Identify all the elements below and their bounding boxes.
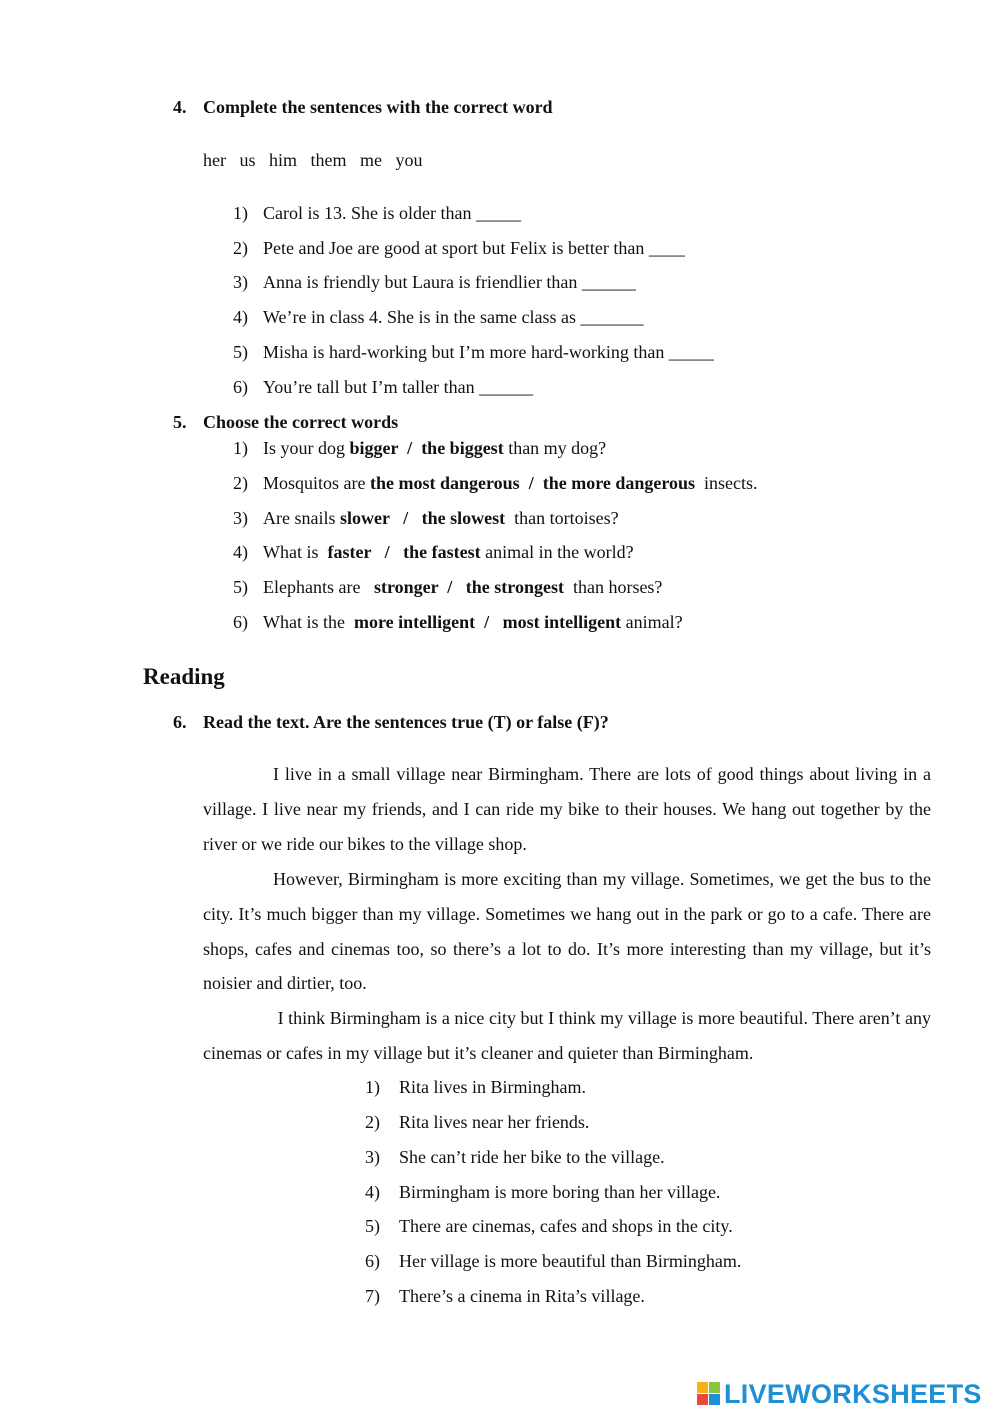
item-text: Is your dog [263, 438, 350, 458]
item-number: 4) [233, 542, 248, 562]
exercise-4-heading [173, 96, 553, 118]
reading-paragraph-2: However, Birmingham is more exciting than my village. Sometimes, we get the bus to the city. It’s much bigger than my village. Sometimes we hang out in the park or go to a cafe. There are shops, cafes and cinemas too, so there’s a lot to do. It’s more interesting than my village, but it’s noisier and dirtier, too. [203, 869, 931, 994]
option-a[interactable]: faster [327, 542, 372, 562]
list-item [365, 1285, 645, 1307]
item-number: 6) [233, 377, 248, 397]
item-text: Rita lives in Birmingham. [399, 1077, 586, 1097]
option-a[interactable]: bigger [349, 438, 399, 458]
list-item [365, 1111, 589, 1133]
exercise-6-heading [173, 711, 609, 733]
option-separator: / [389, 508, 422, 528]
item-number: 4) [233, 307, 248, 327]
list-item [365, 1146, 665, 1168]
option-b[interactable]: most intelligent [502, 612, 622, 632]
exercise-4-title: Complete the sentences with the correct word [203, 97, 553, 117]
list-item [233, 576, 662, 598]
option-a[interactable]: slower [339, 508, 390, 528]
list-item [233, 376, 533, 398]
option-separator: / [398, 438, 422, 458]
list-item [233, 611, 683, 633]
list-item [233, 472, 758, 494]
item-text: We’re in class 4. She is in the same class as _______ [263, 307, 644, 327]
option-separator: / [371, 542, 404, 562]
item-text: animal? [621, 612, 683, 632]
item-text: You’re tall but I’m taller than ______ [263, 377, 534, 397]
exercise-6-number: 6. [173, 712, 187, 732]
item-number: 6) [365, 1251, 380, 1271]
item-text: than tortoises? [505, 508, 619, 528]
item-text: Are snails [263, 508, 340, 528]
list-item [365, 1076, 586, 1098]
item-number: 1) [233, 438, 248, 458]
item-number: 5) [233, 342, 248, 362]
logo-text: LIVEWORKSHEETS [724, 1378, 982, 1409]
item-number: 7) [365, 1286, 380, 1306]
item-number: 2) [233, 238, 248, 258]
list-item [233, 507, 619, 529]
item-number: 6) [233, 612, 248, 632]
item-number: 3) [233, 272, 248, 292]
option-a[interactable]: the most dangerous [370, 473, 520, 493]
item-text: insects. [695, 473, 758, 493]
item-text: She can’t ride her bike to the village. [399, 1147, 665, 1167]
exercise-5-title: Choose the correct words [203, 412, 399, 432]
item-number: 1) [233, 203, 248, 223]
word-bank: her us him them me you [203, 150, 423, 170]
option-a[interactable]: more intelligent [353, 612, 476, 632]
item-text: than my dog? [503, 438, 607, 458]
option-b[interactable]: the strongest [465, 577, 564, 597]
item-text: Elephants are [263, 577, 374, 597]
list-item [233, 341, 714, 363]
option-b[interactable]: the more dangerous [542, 473, 696, 493]
exercise-5-number: 5. [173, 412, 187, 432]
list-item [365, 1250, 741, 1272]
item-number: 3) [233, 508, 248, 528]
item-text: Rita lives near her friends. [399, 1112, 590, 1132]
item-number: 1) [365, 1077, 380, 1097]
item-text: Anna is friendly but Laura is friendlier than ______ [263, 272, 636, 292]
logo-mark-icon [697, 1382, 721, 1406]
item-text: What is [263, 542, 328, 562]
item-text: Mosquitos are [263, 473, 370, 493]
item-text: There’s a cinema in Rita’s village. [399, 1286, 645, 1306]
item-number: 5) [233, 577, 248, 597]
list-item [233, 437, 606, 459]
section-title-reading: Reading [143, 664, 225, 689]
list-item [233, 202, 521, 224]
list-item [233, 306, 643, 328]
item-text: Birmingham is more boring than her village. [399, 1182, 721, 1202]
item-text: Misha is hard-working but I’m more hard-working than _____ [263, 342, 714, 362]
option-b[interactable]: the biggest [421, 438, 504, 458]
option-b[interactable]: the slowest [421, 508, 506, 528]
option-separator: / [519, 473, 543, 493]
list-item [365, 1215, 733, 1237]
item-text: than horses? [563, 577, 663, 597]
item-text: There are cinemas, cafes and shops in the city. [399, 1216, 733, 1236]
option-a[interactable]: stronger [373, 577, 439, 597]
list-item [233, 541, 634, 563]
item-text: Her village is more beautiful than Birmingham. [399, 1251, 742, 1271]
list-item [365, 1181, 720, 1203]
item-number: 5) [365, 1216, 380, 1236]
item-text: Carol is 13. She is older than _____ [263, 203, 521, 223]
item-text: Pete and Joe are good at sport but Felix is better than ____ [263, 238, 685, 258]
item-text: animal in the world? [480, 542, 634, 562]
item-number: 2) [365, 1112, 380, 1132]
list-item [233, 271, 636, 293]
option-separator: / [438, 577, 466, 597]
exercise-4-number: 4. [173, 97, 187, 117]
item-number: 4) [365, 1182, 380, 1202]
item-text: What is the [263, 612, 354, 632]
exercise-5-heading [173, 411, 398, 433]
option-b[interactable]: the fastest [403, 542, 481, 562]
option-separator: / [475, 612, 503, 632]
reading-paragraph-3: I think Birmingham is a nice city but I think my village is more beautiful. There aren’t any cinemas or cafes in my village but it’s cleaner and quieter than Birmingham. [203, 1008, 936, 1063]
list-item [233, 237, 685, 259]
reading-paragraph-1: I live in a small village near Birmingham. There are lots of good things about living in a village. I live near my friends, and I can ride my bike to their houses. We hang out together by the river or we ride our bikes to the village shop. [203, 764, 931, 854]
exercise-6-title: Read the text. Are the sentences true (T) or false (F)? [203, 712, 609, 732]
item-number: 2) [233, 473, 248, 493]
item-number: 3) [365, 1147, 380, 1167]
liveworksheets-logo[interactable] [697, 1379, 982, 1409]
